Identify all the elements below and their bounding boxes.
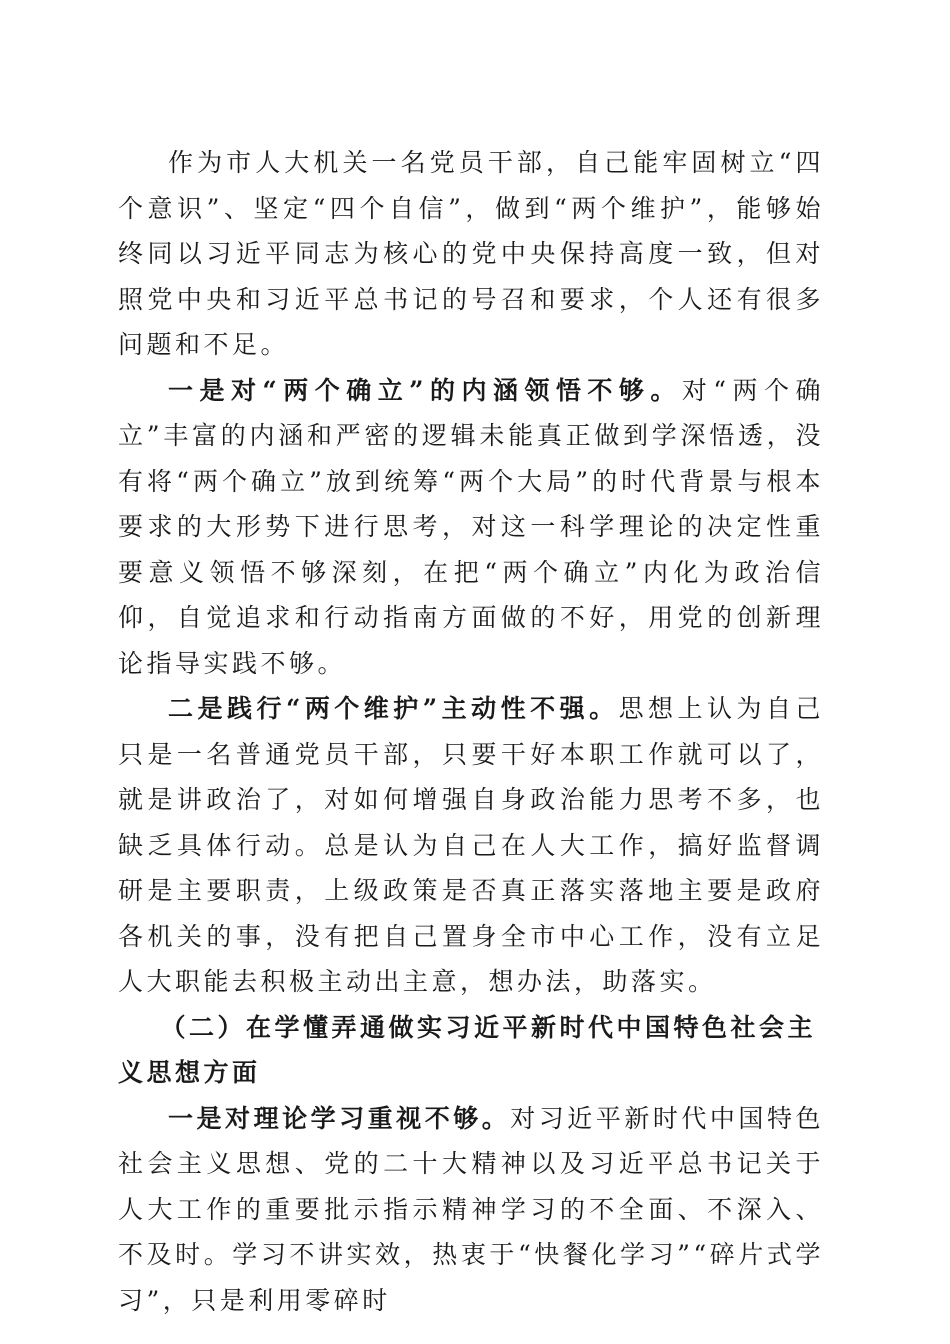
document-page: [118, 140, 824, 1323]
section-2-heading: （二）在学懂弄通做实习近平新时代中国特色社会主义思想方面: [118, 1012, 817, 1087]
point-1-body: 对“两个确立”丰富的内涵和严密的逻辑未能真正做到学深悟透，没有将“两个确立”放到统筹“两个大局”的时代背景与根本要求的大形势下进行思考，对这一科学理论的决定性重要意义领悟不够深刻，在把“两个确立”内化为政治信仰，自觉追求和行动指南方面做的不好，用党的创新理论指导实践不够。: [118, 375, 825, 678]
point-2-body: 思想上认为自己只是一名普通党员干部，只要干好本职工作就可以了，就是讲政治了，对如何增强自身政治能力思考不多，也缺乏具体行动。总是认为自己在人大工作，搞好监督调研是主要职责，上级政策是否真正落实落地主要是政府各机关的事，没有把自己置身全市中心工作，没有立足人大职能去积极主动出主意，想办法，助落实。: [118, 694, 824, 996]
point-3-body: 对习近平新时代中国特色社会主义思想、党的二十大精神以及习近平总书记关于人大工作的重要批示指示精神学习的不全面、不深入、不及时。学习不讲实效，热衷于“快餐化学习”“碎片式学习”，只是利用零碎时: [118, 1103, 824, 1315]
point-1-paragraph: [118, 368, 824, 687]
point-3-paragraph: [118, 1096, 824, 1324]
point-3-lead: 一是对理论学习重视不够。: [168, 1103, 511, 1133]
point-1-lead: 一是对“两个确立”的内涵领悟不够。: [168, 375, 682, 405]
point-2-lead: 二是践行“两个维护”主动性不强。: [168, 694, 619, 723]
intro-paragraph: 作为市人大机关一名党员干部，自己能牢固树立“四个意识”、坚定“四个自信”，做到“两个维护”，能够始终同以习近平同志为核心的党中央保持高度一致，但对照党中央和习近平总书记的号召和要求，个人还有很多问题和不足。: [118, 148, 824, 359]
point-2-paragraph: [118, 686, 824, 1005]
